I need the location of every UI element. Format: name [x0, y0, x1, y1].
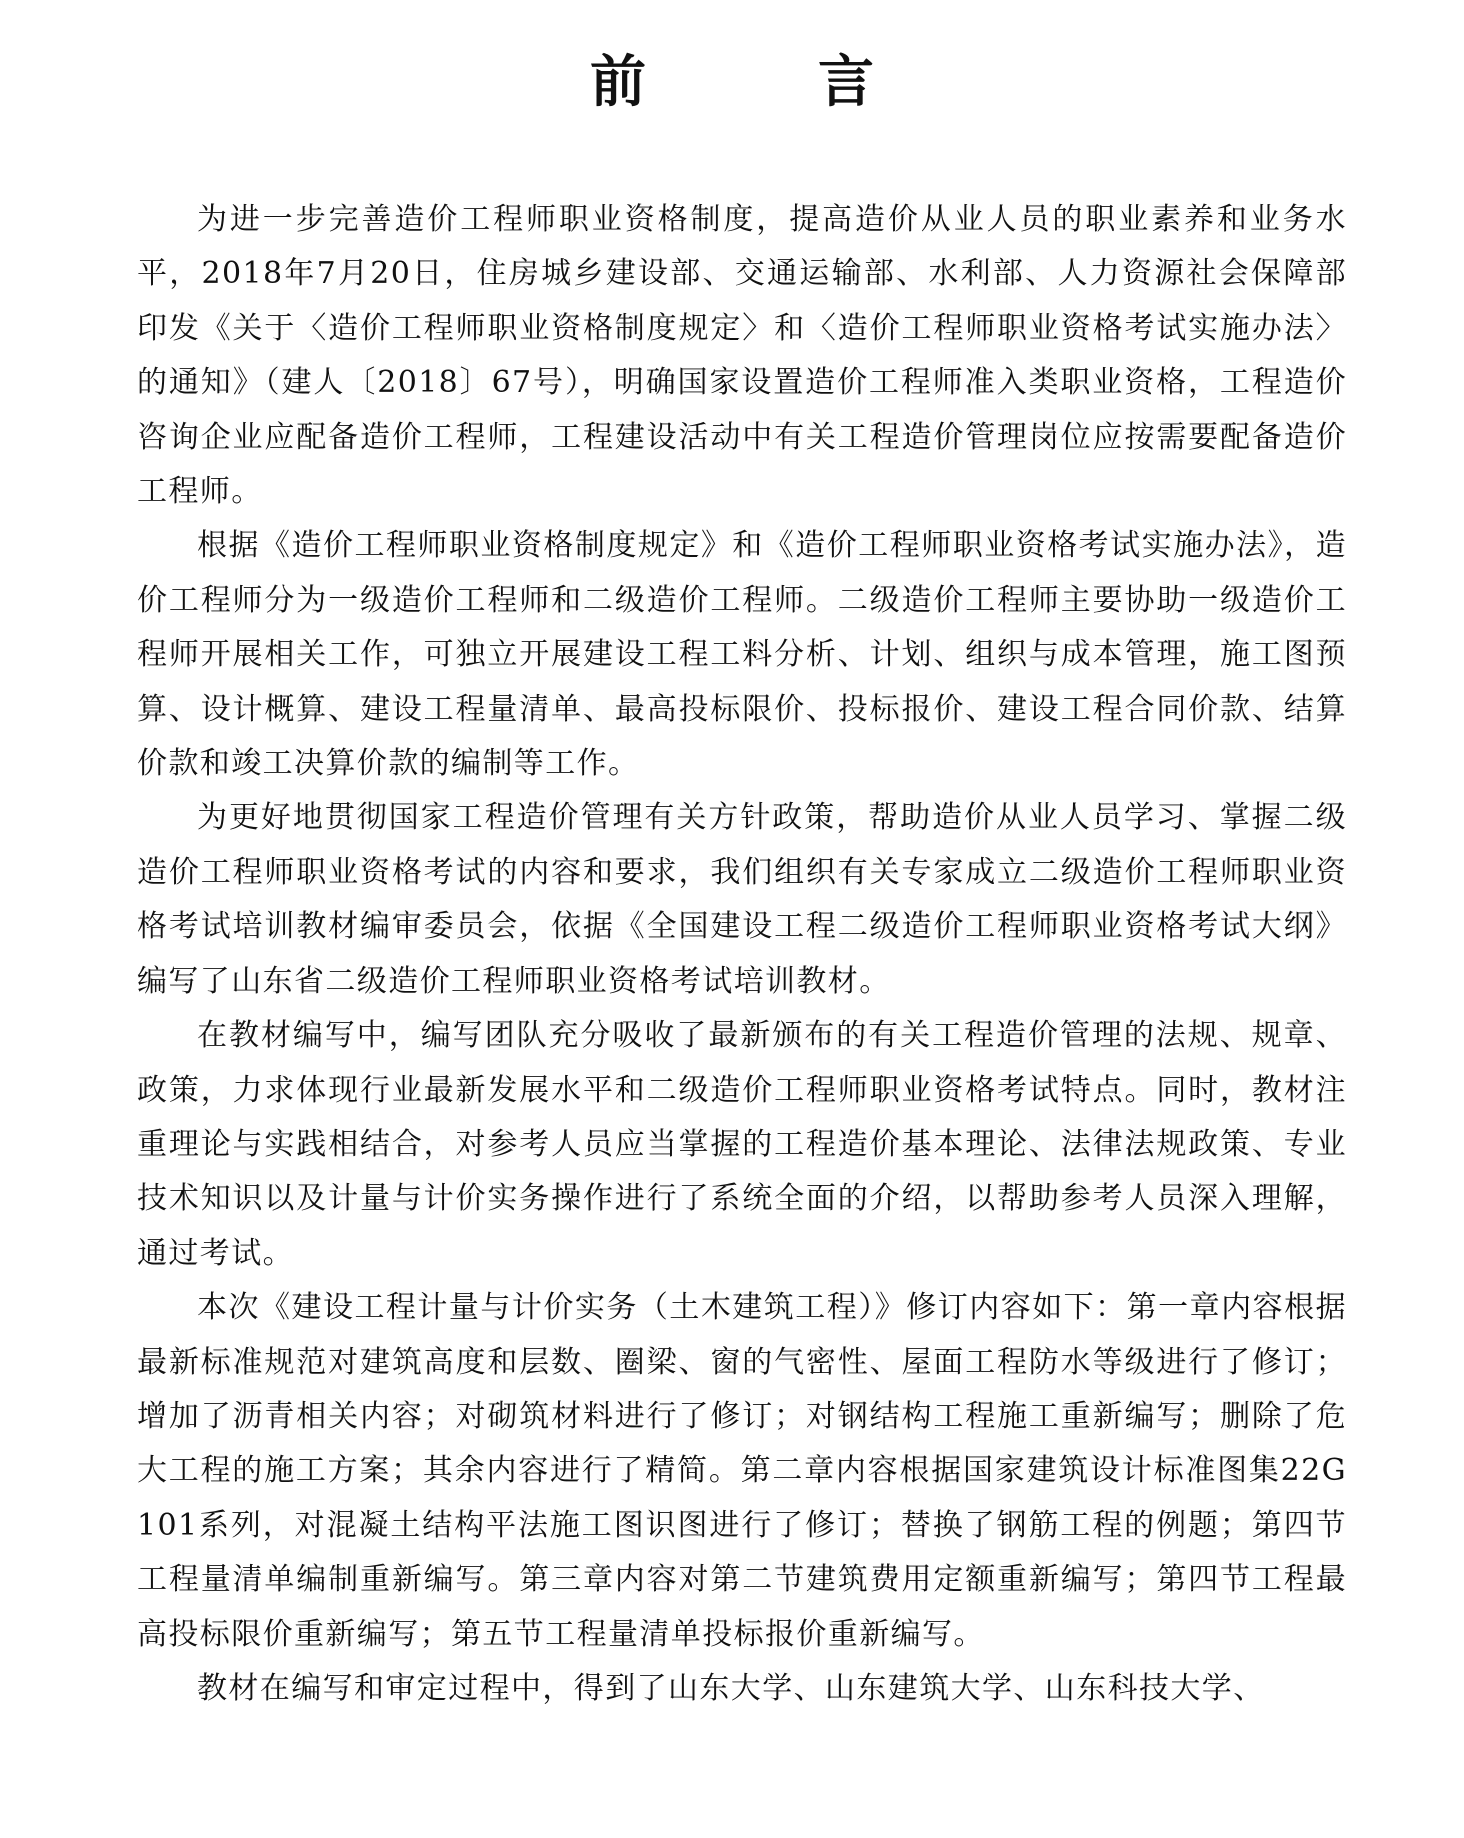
- paragraph-6: 教材在编写和审定过程中，得到了山东大学、山东建筑大学、山东科技大学、: [197, 1670, 1265, 1706]
- preface-body: [137, 193, 1347, 1716]
- page-title: 前 言: [590, 49, 932, 115]
- paragraph-5: 本次《建设工程计量与计价实务（土木建筑工程）》修订内容如下：第一章内容根据最新标准规范对建筑高度和层数、圈梁、窗的气密性、屋面工程防水等级进行了修订；增加了沥青相关内容；对砌筑材料进行了修订；对钢结构工程施工重新编写；删除了危大工程的施工方案；其余内容进行了精简。第二章内容根据国家建筑设计标准图集22G101系列，对混凝土结构平法施工图识图进行了修订；替换了钢筋工程的例题；第四节工程量清单编制重新编写。第三章内容对第二节建筑费用定额重新编写；第四节工程最高投标限价重新编写；第五节工程量清单投标报价重新编写。: [137, 1290, 1347, 1652]
- paragraph-3: 为更好地贯彻国家工程造价管理有关方针政策，帮助造价从业人员学习、掌握二级造价工程师职业资格考试的内容和要求，我们组织有关专家成立二级造价工程师职业资格考试培训教材编审委员会，依据《全国建设工程二级造价工程师职业资格考试大纲》编写了山东省二级造价工程师职业资格考试培训教材。: [137, 800, 1347, 999]
- paragraph-1: 为进一步完善造价工程师职业资格制度，提高造价从业人员的职业素养和业务水平，2018年7月20日，住房城乡建设部、交通运输部、水利部、人力资源社会保障部印发《关于〈造价工程师职业资格制度规定〉和〈造价工程师职业资格考试实施办法〉的通知》（建人〔2018〕67号），明确国家设置造价工程师准入类职业资格，工程造价咨询企业应配备造价工程师，工程建设活动中有关工程造价管理岗位应按需要配备造价工程师。: [137, 202, 1347, 510]
- paragraph-2: 根据《造价工程师职业资格制度规定》和《造价工程师职业资格考试实施办法》，造价工程师分为一级造价工程师和二级造价工程师。二级造价工程师主要协助一级造价工程师开展相关工作，可独立开展建设工程工料分析、计划、组织与成本管理，施工图预算、设计概算、建设工程量清单、最高投标限价、投标报价、建设工程合同价款、结算价款和竣工决算价款的编制等工作。: [137, 528, 1347, 782]
- paragraph-4: 在教材编写中，编写团队充分吸收了最新颁布的有关工程造价管理的法规、规章、政策，力求体现行业最新发展水平和二级造价工程师职业资格考试特点。同时，教材注重理论与实践相结合，对参考人员应当掌握的工程造价基本理论、法律法规政策、专业技术知识以及计量与计价实务操作进行了系统全面的介绍，以帮助参考人员深入理解，通过考试。: [137, 1018, 1347, 1271]
